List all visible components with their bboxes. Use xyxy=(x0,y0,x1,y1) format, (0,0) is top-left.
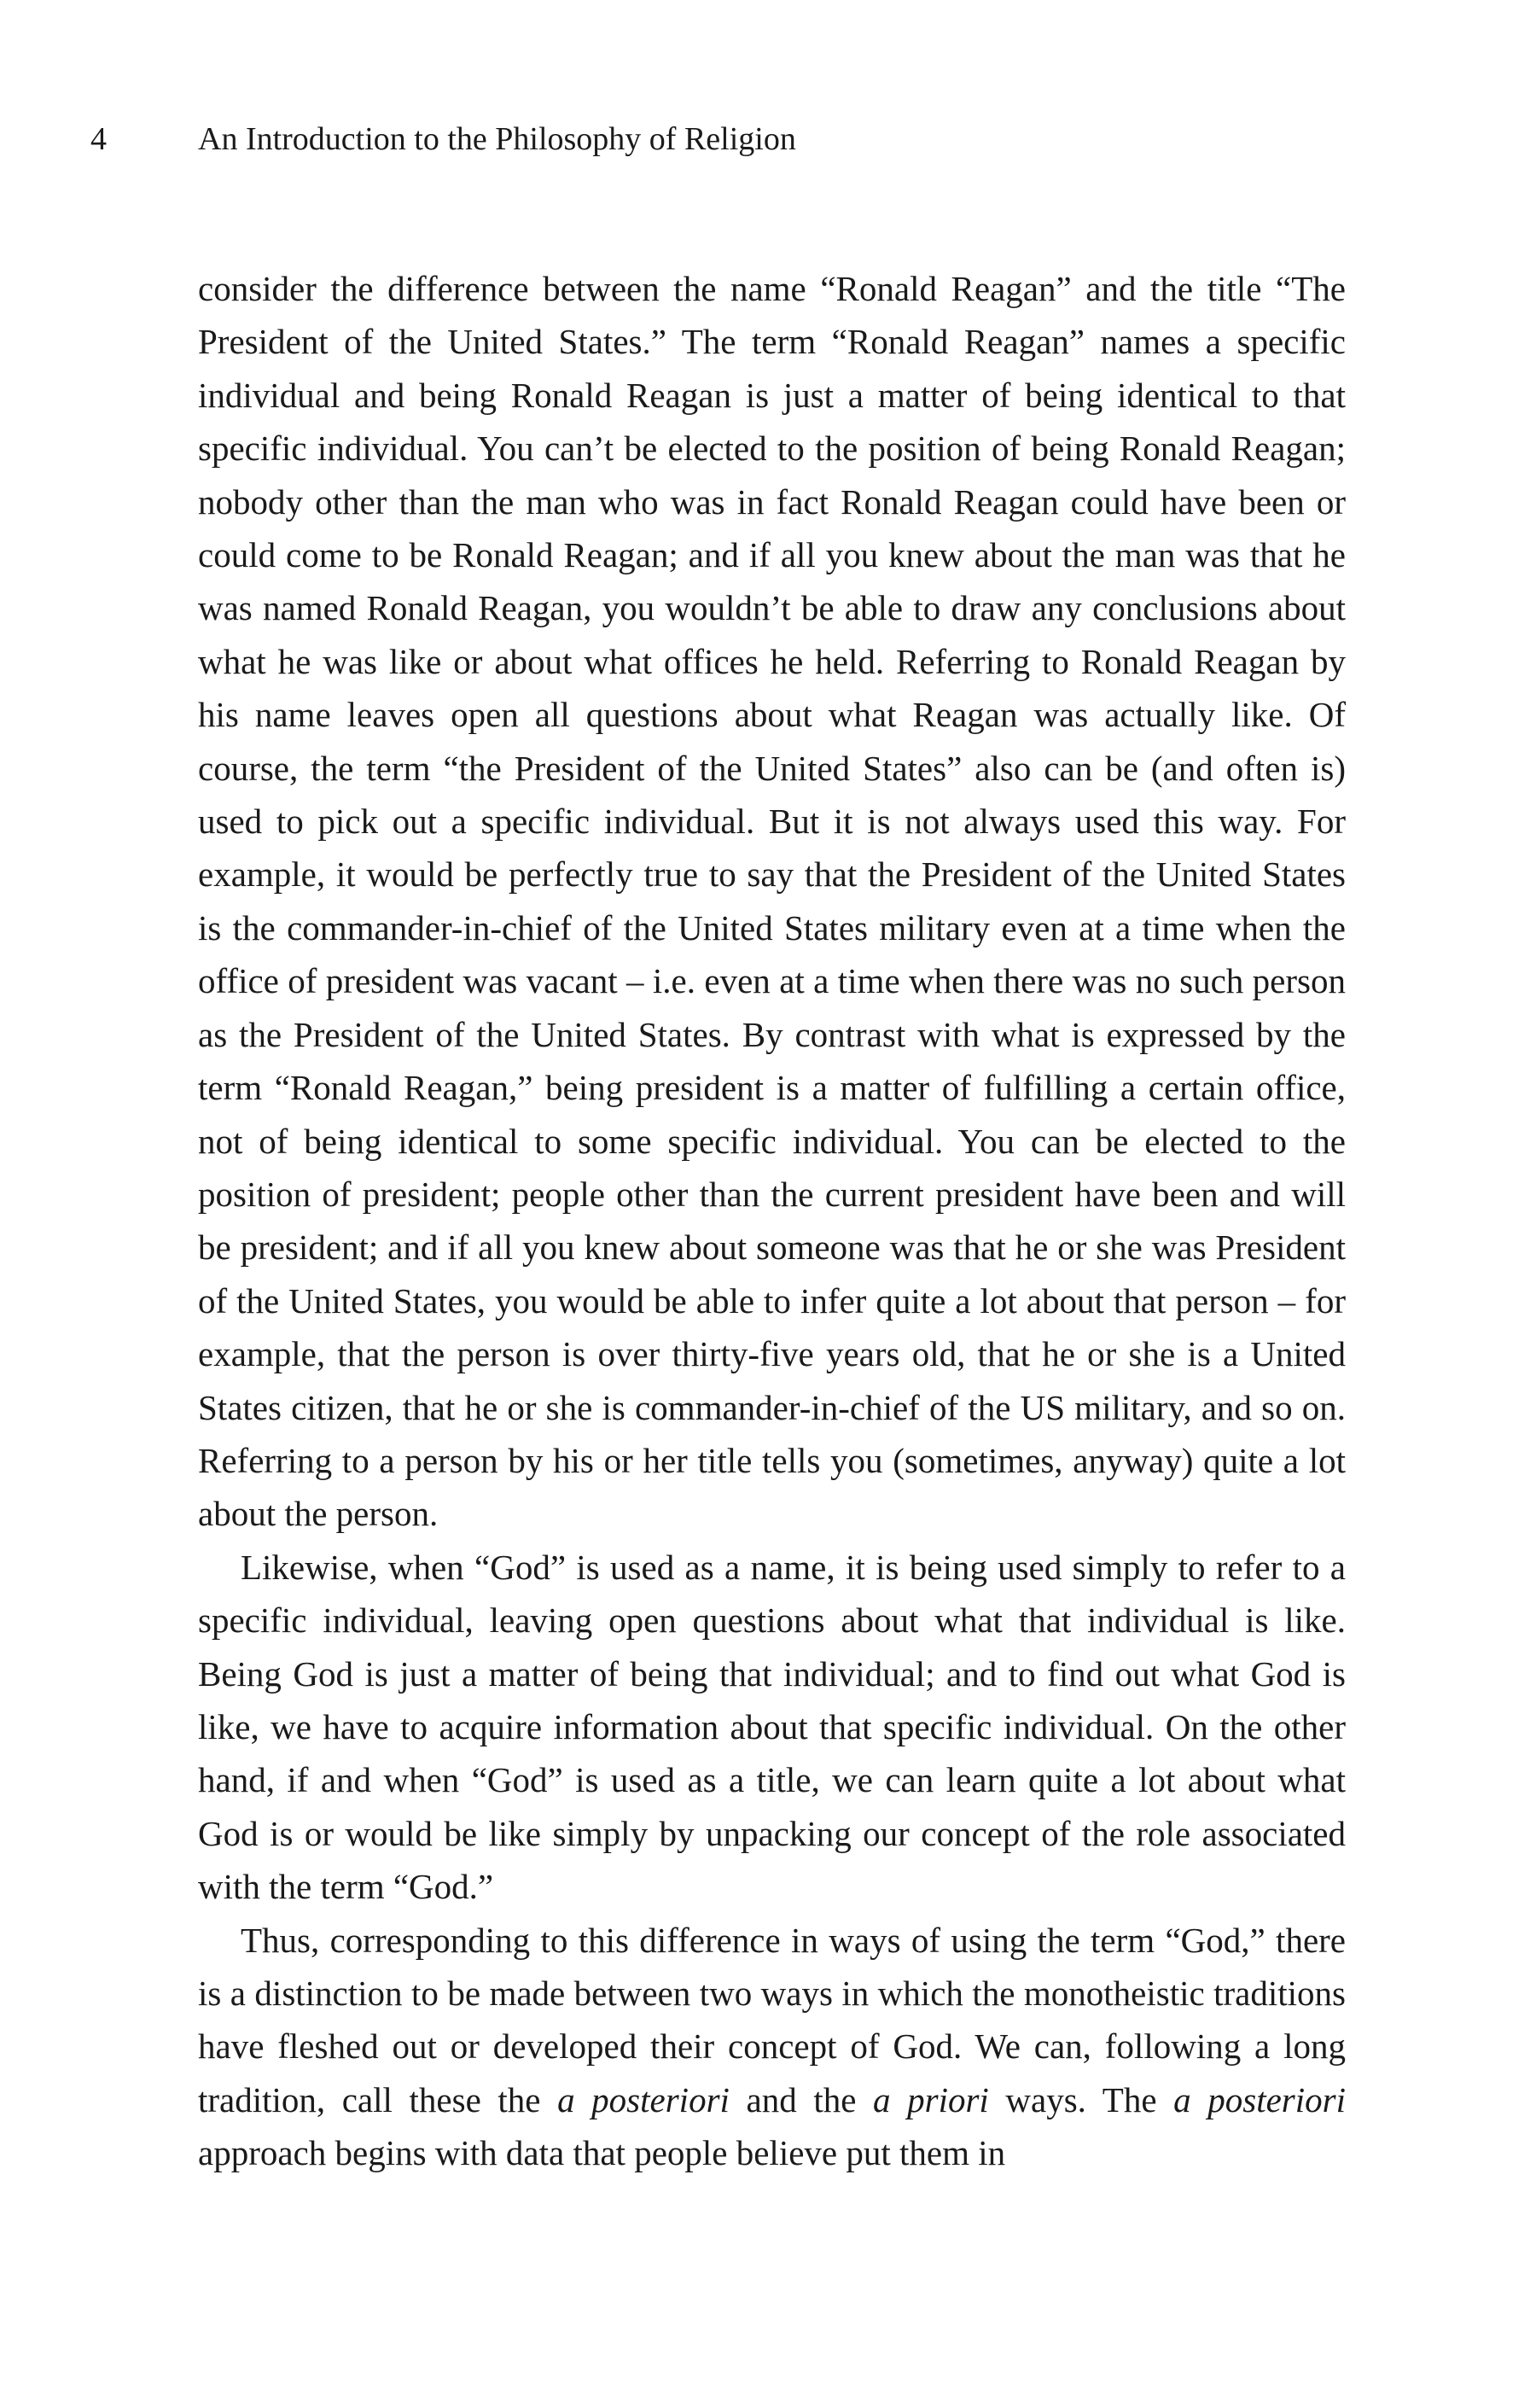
italic-term: a posteriori xyxy=(1173,2079,1346,2119)
text-segment: and the xyxy=(729,2079,874,2119)
text-segment: Thus, corresponding to this difference in ways of using the term “God,” there is a distinction to be made between two ways in which the monotheistic traditions have fleshed out or developed their concept of God. We can, following a long tradition, call these the xyxy=(198,1920,1346,2119)
page-number: 4 xyxy=(90,121,107,157)
paragraph-2 xyxy=(198,1541,1346,1914)
italic-term: a priori xyxy=(873,2079,989,2119)
running-title: An Introduction to the Philosophy of Religion xyxy=(198,121,796,157)
body-text xyxy=(198,262,1346,2180)
text-segment: consider the difference between the name “Ronald Reagan” and the title “The President of the United States.” The term “Ronald Reagan” names a specific individual and being Ronald Reagan is just a matter of being identical to that specific individual. You can’t be elected to the position of being Ronald Reagan; nobody other than the man who was in fact Ronald Reagan could have been or could come to be Ronald Reagan; and if all you knew about the man was that he was named Ronald Reagan, you wouldn’t be able to draw any conclusions about what he was like or about what offices he held. Referring to Ronald Reagan by his name leaves open all questions about what Reagan was actually like. Of course, the term “the President of the United States” also can be (and often is) used to pick out a specific individual. But it is not always used this way. For example, it would be perfectly true to say that the President of the United States is the commander-in-chief of the United States military even at a time when the office of president was vacant – i.e. even at a time when there was no such person as the President of the United States. By contrast with what is expressed by the term “Ronald Reagan,” being president is a matter of fulfilling a certain office, not of being identical to some specific individual. You can be elected to the position of president; people other than the current president have been and will be president; and if all you knew about someone was that he or she was President of the United States, you would be able to infer quite a lot about that person – for example, that the person is over thirty-five years old, that he or she is a United States citizen, that he or she is commander-in-chief of the US military, and so on. Referring to a person by his or her title tells you (sometimes, anyway) quite a lot about the person. xyxy=(198,269,1346,1534)
paragraph-1 xyxy=(198,262,1346,1541)
paragraph-3 xyxy=(198,1914,1346,2180)
text-segment: Likewise, when “God” is used as a name, it is being used simply to refer to a specific individual, leaving open questions about what that individual is like. Being God is just a matter of being that individual; and to find out what God is like, we have to acquire information about that specific individual. On the other hand, if and when “God” is used as a title, we can learn quite a lot about what God is or would be like simply by unpacking our concept of the role associated with the term “God.” xyxy=(198,1547,1346,1907)
running-head xyxy=(0,118,1536,160)
text-segment: ways. The xyxy=(988,2079,1174,2119)
text-segment: approach begins with data that people believe put them in xyxy=(198,2133,1006,2173)
italic-term: a posteriori xyxy=(557,2079,730,2119)
